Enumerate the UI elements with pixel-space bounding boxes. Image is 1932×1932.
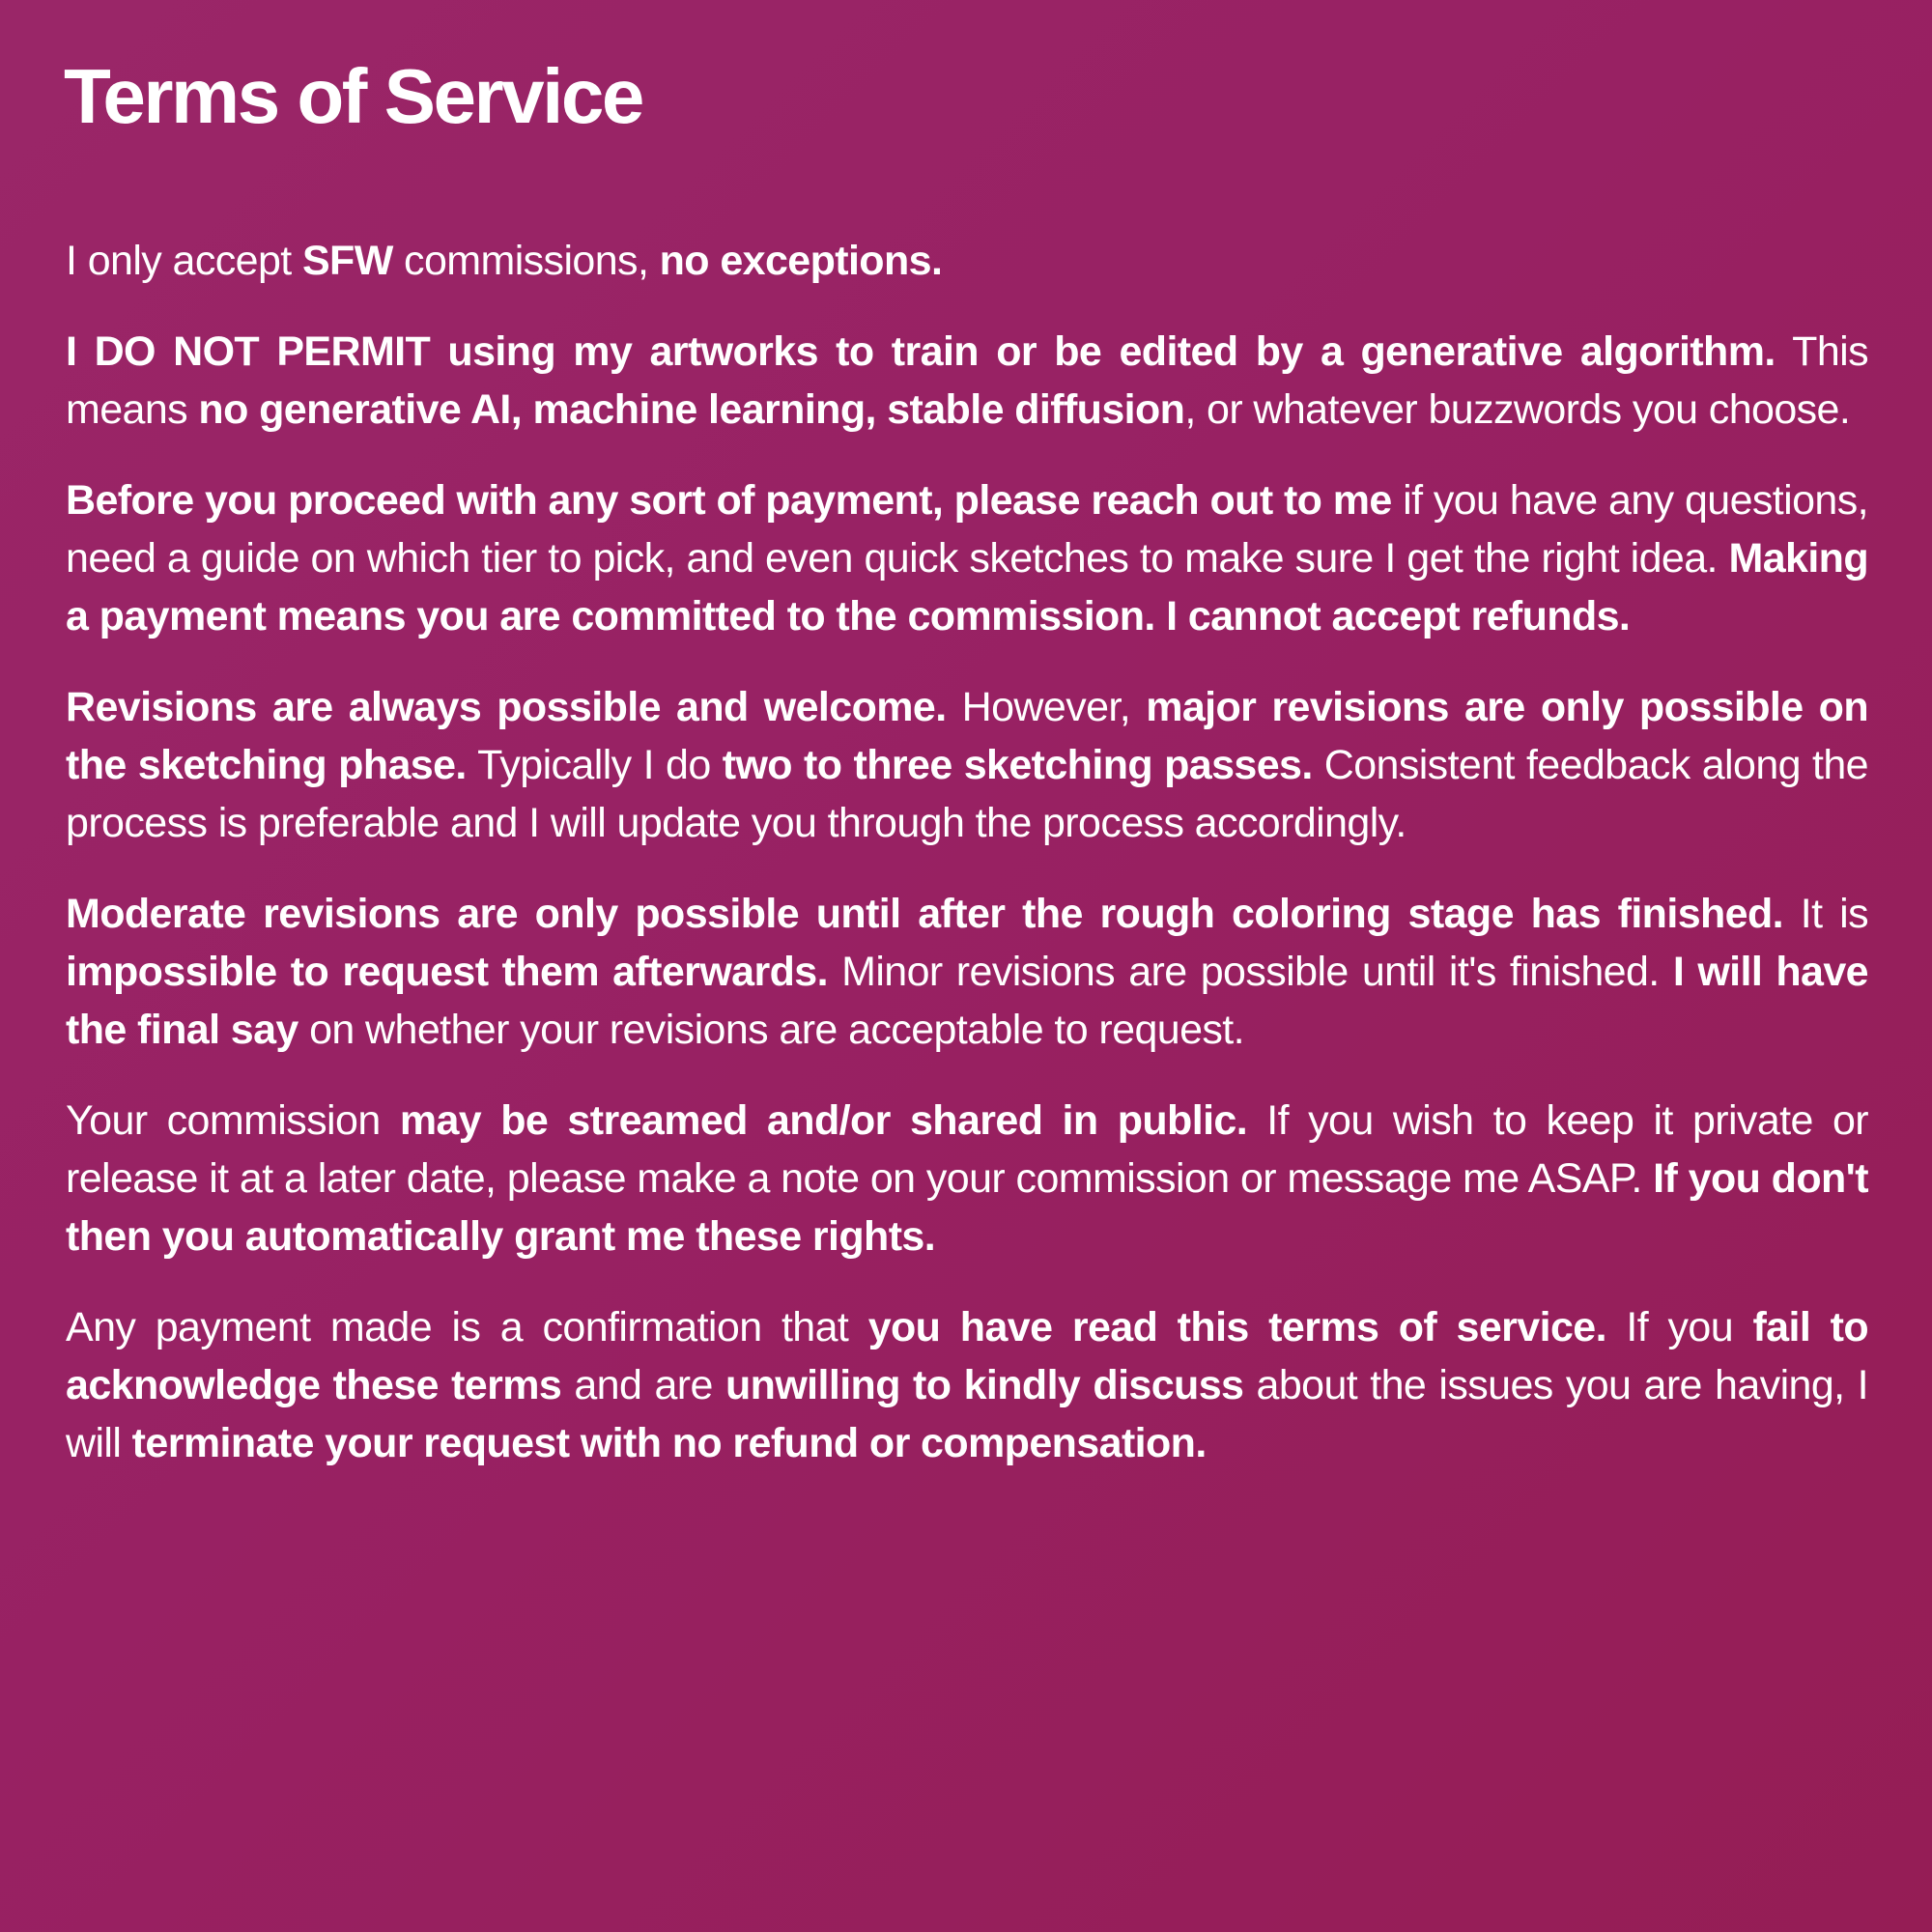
paragraph-sfw-policy bbox=[66, 232, 1868, 290]
paragraph-segment: , or whatever buzzwords you choose. bbox=[1184, 386, 1851, 433]
paragraph-segment: no generative AI, machine learning, stable diffusion bbox=[198, 386, 1185, 433]
tos-body bbox=[66, 232, 1868, 1505]
paragraph-segment: about the issues you are having, I will bbox=[66, 1362, 1868, 1466]
paragraph-segment: If you don't then you automatically grant me these rights. bbox=[66, 1155, 1869, 1260]
paragraph-segment: I will have the final say bbox=[66, 949, 1868, 1053]
paragraph-segment: may be streamed and/or shared in public. bbox=[399, 1097, 1248, 1144]
paragraph-segment: terminate your request with no refund or compensation. bbox=[131, 1420, 1207, 1466]
paragraph-segment: commissions, bbox=[392, 238, 660, 284]
paragraph-segment: if you have any questions, need a guide on which tier to pick, and even quick sketches to make sure I get the right idea. bbox=[66, 477, 1868, 582]
paragraph-segment: If you bbox=[1605, 1304, 1753, 1350]
paragraph-revisions-policy bbox=[66, 678, 1868, 852]
paragraph-segment: Consistent feedback along the process is preferable and I will update you through the process accordingly. bbox=[66, 742, 1868, 846]
paragraph-segment: and are bbox=[561, 1362, 725, 1408]
paragraph-confirmation-policy bbox=[66, 1298, 1868, 1472]
paragraph-segment: fail to acknowledge these terms bbox=[66, 1304, 1868, 1408]
paragraph-segment: I DO NOT PERMIT using my artworks to train or be edited by a generative algorithm. bbox=[66, 328, 1776, 375]
paragraph-segment: Moderate revisions are only possible until after the rough coloring stage has finished. bbox=[66, 891, 1784, 937]
paragraph-segment: If you wish to keep it private or release it at a later date, please make a note on your commission or message me ASAP. bbox=[66, 1097, 1869, 1202]
paragraph-segment: no exceptions. bbox=[659, 238, 943, 284]
page-title: Terms of Service bbox=[64, 53, 642, 139]
paragraph-segment: Revisions are always possible and welcome. bbox=[66, 684, 947, 730]
paragraph-segment: SFW bbox=[301, 238, 393, 284]
paragraph-payment-policy bbox=[66, 471, 1868, 645]
paragraph-segment: unwilling to kindly discuss bbox=[724, 1362, 1244, 1408]
paragraph-segment: major revisions are only possible on the sketching phase. bbox=[66, 684, 1868, 788]
paragraph-segment: two to three sketching passes. bbox=[722, 742, 1313, 788]
paragraph-segment: It is bbox=[1783, 891, 1868, 937]
paragraph-segment: Before you proceed with any sort of payment, please reach out to me bbox=[66, 477, 1392, 524]
paragraph-segment: I only accept bbox=[66, 238, 302, 284]
paragraph-ai-policy bbox=[66, 323, 1868, 439]
paragraph-segment: Minor revisions are possible until it's finished. bbox=[827, 949, 1673, 995]
paragraph-streaming-policy bbox=[66, 1092, 1868, 1265]
paragraph-segment: you have read this terms of service. bbox=[867, 1304, 1606, 1350]
paragraph-moderate-revisions-policy bbox=[66, 885, 1868, 1059]
paragraph-segment: on whether your revisions are acceptable to request. bbox=[298, 1007, 1245, 1053]
paragraph-segment: Typically I do bbox=[466, 742, 723, 788]
paragraph-segment: Making a payment means you are committed to the commission. I cannot accept refunds. bbox=[66, 535, 1868, 639]
paragraph-segment: Any payment made is a confirmation that bbox=[66, 1304, 868, 1350]
paragraph-segment: However, bbox=[946, 684, 1147, 730]
paragraph-segment: Your commission bbox=[66, 1097, 400, 1144]
paragraph-segment: impossible to request them afterwards. bbox=[66, 949, 828, 995]
paragraph-segment: This means bbox=[66, 328, 1868, 433]
